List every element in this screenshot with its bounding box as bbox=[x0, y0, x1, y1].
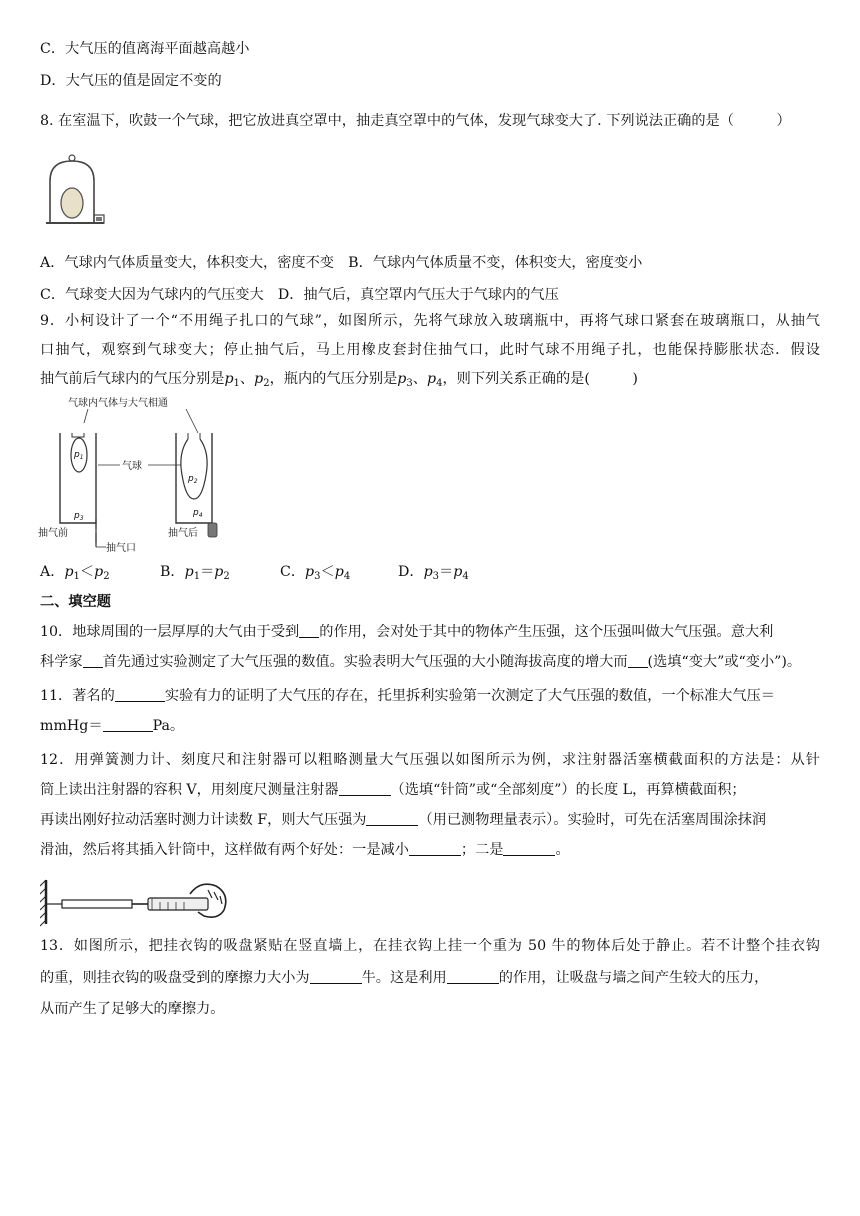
svg-text:p4: $p_4$ bbox=[193, 508, 203, 519]
svg-text:p2: $p_2$ bbox=[188, 474, 198, 485]
q11-blank-1[interactable] bbox=[115, 687, 165, 702]
svg-text:p3: $p_3$ bbox=[74, 511, 84, 522]
q9-option-c: C．$p_3<p_4$ bbox=[280, 564, 351, 582]
svg-text:p1: $p_1$ bbox=[74, 450, 84, 461]
q9-option-b: B．$p_1=p_2$ bbox=[160, 564, 230, 582]
q12-line3: 再读出刚好拉动活塞时测力计读数 F，则大气压强为 （用已测物理量表示）。实验时，可先在活塞周围涂抹润 bbox=[40, 812, 767, 828]
syringe-spring-scale-figure bbox=[40, 876, 236, 932]
vacuum-bell-jar-figure bbox=[44, 153, 108, 231]
q13-blank-1[interactable] bbox=[310, 969, 362, 984]
q8-options-cd: C．气球变大因为气球内的气压变大 D．抽气后，真空罩内气压大于气球内的气压 bbox=[40, 287, 559, 303]
q13-line3: 从而产生了足够大的摩擦力。 bbox=[40, 1001, 225, 1017]
q10-blank-1[interactable] bbox=[299, 623, 319, 638]
q8-options-ab: A．气球内气体质量变大，体积变大，密度不变 B．气球内气体质量不变，体积变大，密度变小 bbox=[40, 255, 643, 271]
q11-line2: mmHg＝ Pa。 bbox=[40, 718, 185, 734]
q10-blank-2[interactable] bbox=[83, 653, 103, 668]
q9-line1: 9．小柯设计了一个“不用绳子扎口的气球”，如图所示，先将气球放入玻璃瓶中，再将气球口紧套在玻璃瓶口，从抽气 bbox=[40, 313, 820, 329]
q13-line2: 的重，则挂衣钩的吸盘受到的摩擦力大小为 牛。这是利用 的作用，让吸盘与墙之间产生较大的压力， bbox=[40, 970, 769, 986]
q13-blank-2[interactable] bbox=[447, 969, 499, 984]
q13-line1: 13．如图所示，把挂衣钩的吸盘紧贴在竖直墙上，在挂衣钩上挂一个重为 50 牛的物体后处于静止。若不计整个挂衣钩 bbox=[40, 938, 820, 954]
q9-option-a: A．$p_1<p_2$ bbox=[40, 564, 110, 582]
q12-blank-4[interactable] bbox=[503, 841, 555, 856]
fig-after-label: 抽气后 bbox=[168, 528, 198, 539]
balloon-bottle-figure bbox=[36, 393, 236, 559]
fig-before-label: 抽气前 bbox=[38, 528, 68, 539]
q12-line4: 滑油，然后将其插入针筒中，这样做有两个好处：一是减小 ；二是 。 bbox=[40, 842, 570, 858]
fig-port-label: 抽气口 bbox=[106, 543, 136, 554]
q10-line2: 科学家 首先通过实验测定了大气压强的数值。实验表明大气压强的大小随海拔高度的增大而 (选填“变大”或“变小”)。 bbox=[40, 654, 802, 670]
q11-blank-2[interactable] bbox=[103, 717, 153, 732]
fig-top-label: 气球内气体与大气相通 bbox=[68, 398, 168, 409]
q12-line2: 筒上读出注射器的容积 V，用刻度尺测量注射器 （选填“针筒”或“全部刻度”）的长度 L，再算横截面积； bbox=[40, 782, 746, 798]
q8-stem: 8. 在室温下，吹鼓一个气球，把它放进真空罩中，抽走真空罩中的气体，发现气球变大了. 下列说法正确的是（ ） bbox=[40, 113, 791, 129]
q12-blank-2[interactable] bbox=[366, 811, 418, 826]
q10-blank-3[interactable] bbox=[628, 653, 648, 668]
q12-blank-3[interactable] bbox=[409, 841, 461, 856]
fig-balloon-label: 气球 bbox=[122, 461, 142, 472]
q9-line2: 口抽气，观察到气球变大；停止抽气后，马上用橡皮套封住抽气口，此时气球不用绳子扎，也能保持膨胀状态．假设 bbox=[40, 342, 820, 358]
q11-line1: 11．著名的 实验有力的证明了大气压的存在，托里拆利实验第一次测定了大气压强的数值，一个标准大气压＝ bbox=[40, 688, 775, 704]
q12-blank-1[interactable] bbox=[339, 781, 391, 796]
q10-line1: 10．地球周围的一层厚厚的大气由于受到 的作用，会对处于其中的物体产生压强，这个压强叫做大气压强。意大利 bbox=[40, 624, 774, 640]
section-title: 二、填空题 bbox=[40, 594, 111, 610]
q7-option-d: D．大气压的值是固定不变的 bbox=[40, 73, 222, 89]
q9-option-d: D．$p_3=p_4$ bbox=[398, 564, 469, 582]
q7-option-c: C．大气压的值离海平面越高越小 bbox=[40, 41, 250, 57]
q12-line1: 12．用弹簧测力计、刻度尺和注射器可以粗略测量大气压强以如图所示为例，求注射器活塞横截面积的方法是：从针 bbox=[40, 752, 820, 768]
q9-line3: 抽气前后气球内的气压分别是$p_1$、$p_2$，瓶内的气压分别是$p_3$、$p_4$，则下列关系正确的是( ) bbox=[40, 371, 638, 389]
